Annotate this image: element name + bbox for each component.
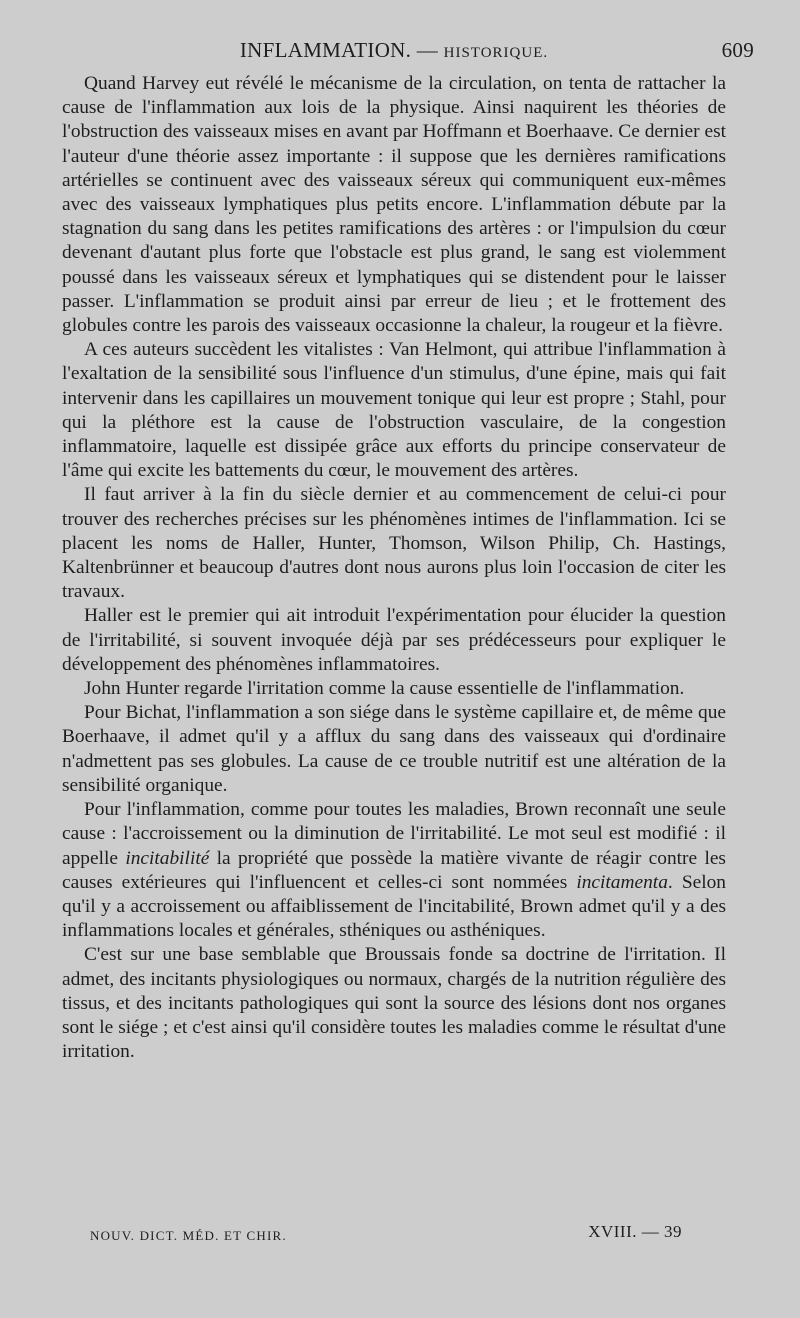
header-subtitle: HISTORIQUE. bbox=[443, 45, 549, 61]
paragraph-vitalistes: A ces auteurs succèdent les vitalistes : Van Helmont, qui attribue l'inflammation à l'exaltation de la sensibilité sous l'influence d'un stimulus, d'une épine, mais qui fait intervenir dans les capillaires un mouvement tonique qui leur est propre ; Stahl, pour qui la pléthore est la cause de l'obstruction vasculaire, de la congestion inflammatoire, laquelle est dissipée grâce aux efforts du principe conservateur de l'âme qui excite les battements du cœur, le mouvement des artères. bbox=[62, 339, 726, 482]
brown-text-a: Pour l'inflammation, comme pour toutes les maladies, Brown reconnaît une seule cause : l'accroissement ou la diminution de l'irritabilité. Le mot seul est modifié : il appelle bbox=[62, 799, 726, 869]
brown-text-b: la propriété que possède la matière vivante de réagir contre les causes extérieures qui l'influencent et celles-ci sont nommées bbox=[62, 847, 726, 893]
paragraph-broussais: C'est sur une base semblable que Broussais fonde sa doctrine de l'irritation. Il admet, des incitants physiologiques ou normaux, chargés de la nutrition régulière des tissus, et des incitants pathologiques qui sont la source des lésions dont nos organes sont le siége ; et c'est ainsi qu'il considère toutes les maladies comme le résultat d'une irritation. bbox=[62, 944, 726, 1063]
paragraph-hunter: John Hunter regarde l'irritation comme la cause essentielle de l'inflammation. bbox=[84, 678, 685, 700]
brown-text-c: . Selon qu'il y a accroissement ou affaiblissement de l'incitabilité, Brown admet qu'il y a des inflammations locales et générales, sthéniques ou asthéniques. bbox=[62, 871, 726, 942]
term-incitamenta: incitamenta bbox=[576, 871, 668, 893]
page-footer bbox=[90, 1222, 682, 1246]
footer-volume-sheet: XVIII. — 39 bbox=[588, 1222, 682, 1241]
paragraph-haller: Haller est le premier qui ait introduit l'expérimentation pour élucider la question de l'irritabilité, si souvent invoquée déjà par ses prédécesseurs pour expliquer le développement des phénomènes inflammatoires. bbox=[62, 605, 726, 675]
term-incitabilite: incitabilité bbox=[125, 847, 210, 869]
paragraph-bichat: Pour Bichat, l'inflammation a son siége dans le système capillaire et, de même que Boerhaave, il admet qu'il y a afflux du sang dans des vaisseaux qui d'ordinaire n'admettent pas ses globules. La cause de ce trouble nutritif est une altération de la sensibilité organique. bbox=[62, 702, 726, 796]
paragraph-harvey: Quand Harvey eut révélé le mécanisme de la circulation, on tenta de rattacher la cause de l'inflammation aux lois de la physique. Ainsi naquirent les théories de l'obstruction des vaisseaux mises en avant par Hoffmann et Boerhaave. Ce dernier est l'auteur d'une théorie assez importante : il suppose que les dernières ramifications artérielles se continuent avec des vaisseaux séreux qui communiquent eux-mêmes avec des vaisseaux lymphatiques plus petits encore. L'inflammation débute par la stagnation du sang dans les petites ramifications des artères : or l'impulsion du cœur devenant d'autant plus forte que l'obstacle est plus grand, le sang est violemment poussé dans les vaisseaux séreux et lymphatiques qui se distendent pour le laisser passer. L'inflammation se produit ainsi par erreur de lieu ; et le frottement des globules contre les parois des vaisseaux occasionne la chaleur, la rougeur et la fièvre. bbox=[62, 73, 726, 337]
paragraph-brown bbox=[62, 798, 726, 943]
body-text bbox=[62, 72, 726, 1064]
header-separator: — bbox=[416, 38, 439, 62]
page-number: 609 bbox=[721, 38, 754, 62]
footer-signature: NOUV. DICT. MÉD. ET CHIR. bbox=[90, 1228, 287, 1243]
paragraph-fin-du-siecle: Il faut arriver à la fin du siècle dernier et au commencement de celui-ci pour trouver des recherches précises sur les phénomènes intimes de l'inflammation. Ici se placent les noms de Haller, Hunter, Thomson, Wilson Philip, Ch. Hastings, Kaltenbrünner et beaucoup d'autres dont nous aurons plus loin l'occasion de citer les travaux. bbox=[62, 484, 726, 603]
running-header bbox=[62, 38, 754, 72]
header-title: INFLAMMATION. bbox=[239, 38, 412, 62]
